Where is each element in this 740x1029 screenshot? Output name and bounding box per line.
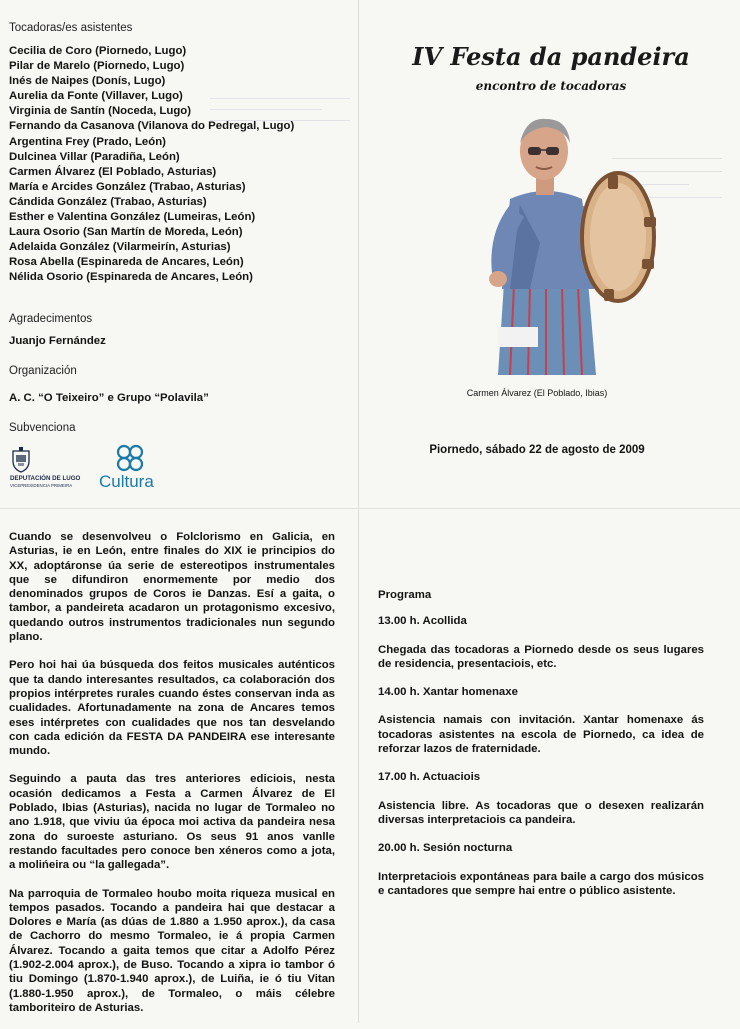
fold-line-horizontal xyxy=(0,508,740,509)
attendees-list xyxy=(9,44,294,286)
attendee-item: Adelaida González (Vilarmeirín, Asturias) xyxy=(9,241,231,254)
attendee-item: Cándida González (Trabao, Asturias) xyxy=(9,195,207,208)
programa-item-time: 20.00 h. Sesión nocturna xyxy=(378,842,513,855)
attendee-item: Carmen Álvarez (El Poblado, Asturias) xyxy=(9,165,217,178)
cultura-logo-text: Cultura xyxy=(99,472,154,491)
programa-item-time: 14.00 h. Xantar homenaxe xyxy=(378,686,518,699)
attendee-item: María e Arcides González (Trabao, Asturias) xyxy=(9,180,246,193)
attendee-item: Laura Osorio (San Martín de Moreda, León) xyxy=(9,226,243,239)
deputacion-logo-subtext: VICEPRESIDENCIA PRIMEIRA xyxy=(10,483,73,488)
cultura-logo xyxy=(99,444,163,492)
attendee-item: Dulcinea Villar (Paradiña, León) xyxy=(9,150,180,163)
programa-item-description: Interpretaciois expontáneas para baile a cargo dos músicos e cantadores que sempre hai entre o público asistente. xyxy=(378,870,704,897)
attendees-heading: Tocadoras/es asistentes xyxy=(9,22,133,34)
attendee-item: Argentina Frey (Prado, León) xyxy=(9,135,166,148)
programa-item-description: Chegada das tocadoras a Piornedo desde os seus lugares de residencia, presentaciois, etc. xyxy=(378,643,704,670)
deputacion-logo-text: DEPUTACIÓN DE LUGO xyxy=(10,475,81,482)
attendee-item: Nélida Osorio (Espinareda de Ancares, León) xyxy=(9,271,253,284)
attendee-item: Cecilia de Coro (Piornedo, Lugo) xyxy=(9,45,187,57)
org-name: A. C. “O Teixeiro” e Grupo “Polavila” xyxy=(9,392,209,404)
article-paragraph: Pero hoi hai úa búsqueda dos feitos musicales auténticos que ta dando interesantes resultados, ca colaboración dos propios intérpretes rurales cuando éstes conservan inda as cualidades. Afortunadamente na zona de Ancares temos eses intérpretes con cualidades que nos tan desvelando con cada edición da FESTA DA PANDEIRA ese interesante mundo. xyxy=(9,659,335,758)
attendee-item: Pilar de Marelo (Piornedo, Lugo) xyxy=(9,60,185,73)
attendee-item: Esther e Valentina González (Lumeiras, León) xyxy=(9,211,256,224)
article-paragraph: Cuando se desenvolveu o Folclorismo en Galicia, en Asturias, ie en León, entre finales do XIX ie principios do XX, adoptáronse úa serie de estereotipos instrumentales que se difundiron enormemente por medio dos denominados grupos de Coros ie Danzas. Esí a gaita, o tambor, a pandeireta acadaron un protagonismo excesivo, quedando outros instrumentos tradicionales nun segundo plano. xyxy=(9,531,335,644)
photo-caption: Carmen Álvarez (El Poblado, Ibias) xyxy=(466,388,608,398)
programa-title: Programa xyxy=(378,589,432,601)
org-heading: Organización xyxy=(9,365,77,377)
programa-item-description: Asistencia namais con invitación. Xantar homenaxe ás tocadoras asistentes na escola de Piornedo, ca idea de reforzar lazos de fraternidade. xyxy=(378,714,704,756)
event-subtitle: encontro de tocadoras xyxy=(475,79,627,93)
fold-line-vertical xyxy=(358,0,359,1023)
coat-of-arms-icon xyxy=(10,447,32,473)
article-paragraph: Na parroquia de Tormaleo houbo moita riqueza musical en tempos pasados. Tocando a pandeira hai que destacar a Dolores e María (as dúas de 1.880 a 1.950 aprox.), da casa de Cachorro do mesmo Tormaleo, ie á propia Carmen Álvarez. Tocando a gaita temos que citar a Adolfo Pérez (1.902-2.004 aprox.), de Buso. Tocando a xipra io tambor ó tiu Domingo (1.870-1.940 aprox.), de Luiña, ie ó tiu Vitan (1.880-1.950 aprox.), de Tormaleo, o máis célebre tamboriteiro de Asturias. xyxy=(9,887,335,1014)
article-text xyxy=(9,530,335,1029)
programa-items xyxy=(378,614,704,898)
sponsor-heading: Subvenciona xyxy=(9,422,76,434)
programa-section xyxy=(378,588,704,912)
programa-item-time: 13.00 h. Acollida xyxy=(378,615,467,628)
attendee-item: Virginia de Santín (Noceda, Lugo) xyxy=(9,105,192,118)
programa-item-description: Asistencia libre. As tocadoras que o desexen realizarán diversas interpretaciois ca pandeira. xyxy=(378,799,704,826)
event-title: IV Festa da pandeira xyxy=(412,42,690,71)
attendee-item: Rosa Abella (Espinareda de Ancares, León) xyxy=(9,256,244,269)
deputacion-lugo-logo xyxy=(10,447,100,491)
attendee-item: Inés de Naipes (Donís, Lugo) xyxy=(9,75,166,88)
thanks-name: Juanjo Fernández xyxy=(9,335,106,347)
event-date-line: Piornedo, sábado 22 de agosto de 2009 xyxy=(429,444,645,456)
attendee-item: Aurelia da Fonte (Villaver, Lugo) xyxy=(9,90,183,103)
cover-photo-woman-with-tambourine xyxy=(470,113,666,375)
article-paragraph: Seguindo a pauta das tres anteriores ediciois, nesta ocasión dedicamos a Festa a Carmen Álvarez de El Poblado, Ibias (Asturias), nacida no lugar de Tormaleo no ano 1.918, que viviu úa época moi activa da pandeira nesa zona do suroeste asturiano. Os seus 91 anos vanlle restando facultades pero conoce ben xéneros como a jota, a molińeira ou “la gallegada”. xyxy=(9,773,335,872)
cultura-knot-icon xyxy=(115,444,145,472)
thanks-heading: Agradecimentos xyxy=(9,313,93,325)
programa-item-time: 17.00 h. Actuaciois xyxy=(378,771,481,784)
attendee-item: Fernando da Casanova (Vilanova do Pedregal, Lugo) xyxy=(9,120,295,133)
